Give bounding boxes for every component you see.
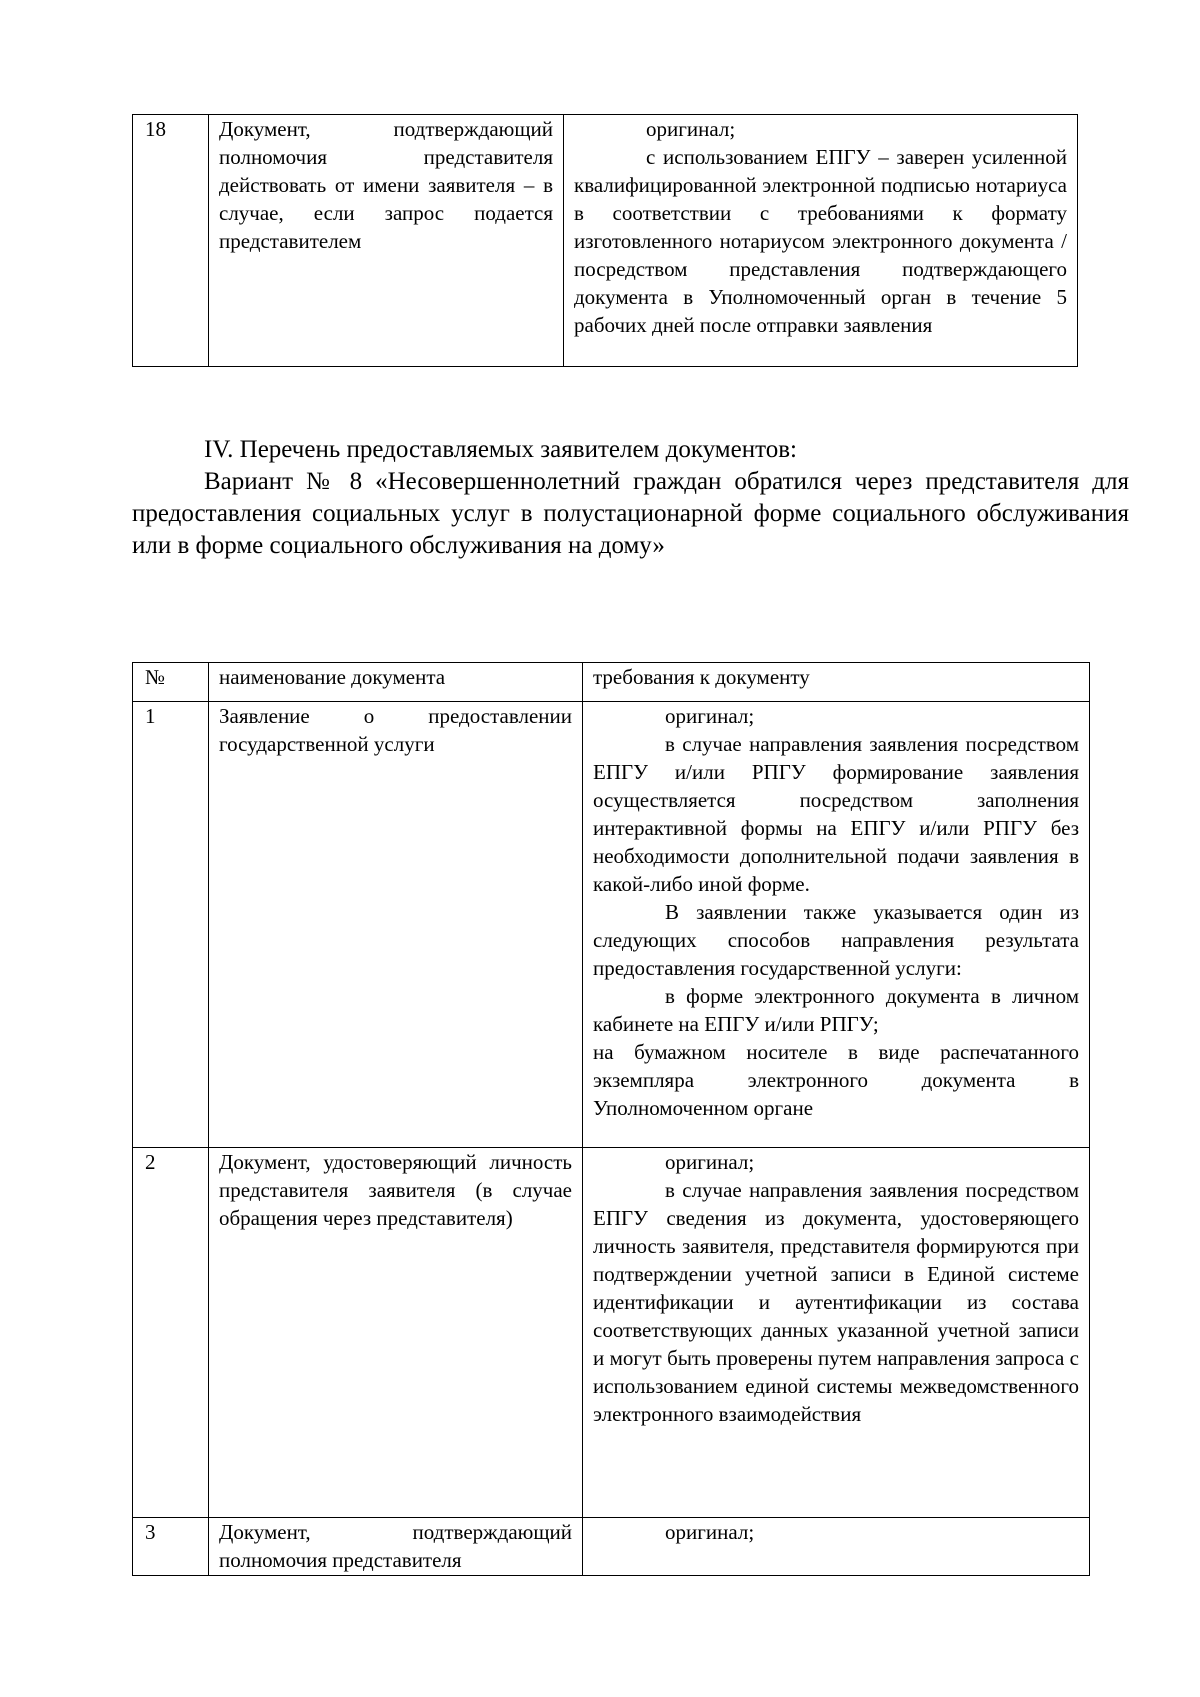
table-row <box>133 115 1078 367</box>
document-name: Документ, подтверждающий полномочия представителя <box>209 1518 583 1576</box>
row-number: 3 <box>133 1518 209 1576</box>
requirement-paragraph: в форме электронного документа в личном кабинете на ЕПГУ и/или РПГУ; <box>593 984 1079 1036</box>
document-requirements <box>564 115 1078 367</box>
section-block <box>132 434 1129 562</box>
header-requirements: требования к документу <box>583 663 1090 702</box>
document-name: Заявление о предоставлении государственной услуги <box>209 702 583 1148</box>
requirement-paragraph: с использованием ЕПГУ – заверен усиленной квалифицированной электронной подписью нотариуса в соответствии с требованиями к формату изготовленного нотариусом электронного документа / посредством представления подтверждающего документа в Уполномоченный орган в течение 5 рабочих дней после отправки заявления <box>574 145 1067 337</box>
table-row <box>133 702 1090 1148</box>
document-requirements <box>583 1518 1090 1576</box>
document-requirements <box>583 1148 1090 1518</box>
section-heading: IV. Перечень предоставляемых заявителем документов: <box>204 436 797 463</box>
requirement-paragraph: оригинал; <box>665 704 755 728</box>
documents-table <box>132 662 1090 1576</box>
table-header-row <box>133 663 1090 702</box>
requirement-paragraph: в случае направления заявления посредством ЕПГУ и/или РПГУ формирование заявления осуществляется посредством заполнения интерактивной формы на ЕПГУ и/или РПГУ без необходимости дополнительной подачи заявления в какой-либо иной форме. <box>593 732 1079 896</box>
document-requirements <box>583 702 1090 1148</box>
header-number: № <box>133 663 209 702</box>
document-name: Документ, подтверждающий полномочия представителя действовать от имени заявителя – в случае, если запрос подается представителем <box>209 115 564 367</box>
table-row <box>133 1518 1090 1576</box>
header-document-name: наименование документа <box>209 663 583 702</box>
table-continuation <box>132 114 1078 367</box>
requirement-paragraph: оригинал; <box>665 1520 755 1544</box>
requirement-paragraph: В заявлении также указывается один из следующих способов направления результата предоставления государственной услуги: <box>593 900 1079 980</box>
table-row <box>133 1148 1090 1518</box>
variant-title: Вариант № 8 «Несовершеннолетний граждан обратился через представителя для предоставления социальных услуг в полустационарной форме социального обслуживания или в форме социального обслуживания на дому» <box>132 468 1129 559</box>
row-number: 18 <box>133 115 209 367</box>
row-number: 1 <box>133 702 209 1148</box>
requirement-paragraph: на бумажном носителе в виде распечатанного экземпляра электронного документа в Уполномоченном органе <box>593 1040 1079 1120</box>
row-number: 2 <box>133 1148 209 1518</box>
requirement-paragraph: оригинал; <box>665 1150 755 1174</box>
document-name: Документ, удостоверяющий личность представителя заявителя (в случае обращения через представителя) <box>209 1148 583 1518</box>
requirement-paragraph: оригинал; <box>646 117 736 141</box>
requirement-paragraph: в случае направления заявления посредством ЕПГУ сведения из документа, удостоверяющего личность заявителя, представителя формируются при подтверждении учетной записи в Единой системе идентификации и аутентификации из состава соответствующих данных указанной учетной записи и могут быть проверены путем направления запроса с использованием единой системы межведомственного электронного взаимодействия <box>593 1178 1079 1426</box>
